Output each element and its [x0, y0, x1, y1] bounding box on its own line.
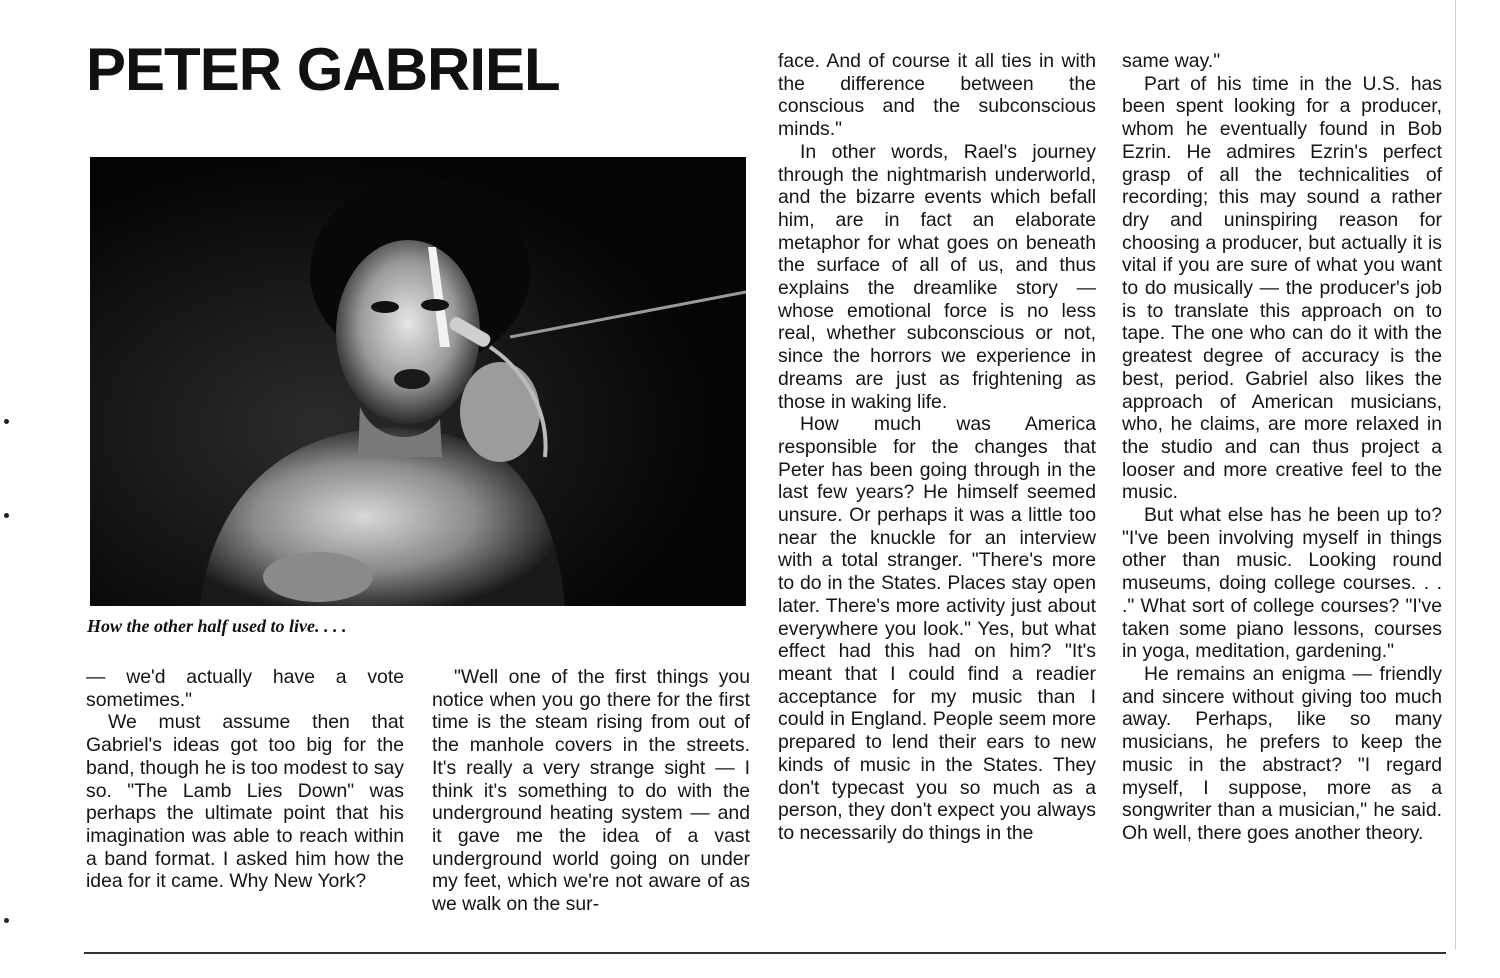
- margin-dot: [4, 419, 9, 424]
- margin-dot: [4, 918, 9, 923]
- paragraph: face. And of course it all ties in with the difference between the conscious and the subconscious minds.": [778, 50, 1096, 141]
- bottom-rule: [84, 952, 1446, 954]
- article-column-1: [86, 666, 404, 893]
- article-column-3: [778, 50, 1096, 845]
- singer-with-microphone-image: [90, 157, 746, 606]
- page-edge-line: [1455, 0, 1456, 950]
- paragraph: Part of his time in the U.S. has been spent looking for a producer, whom he eventually found in Bob Ezrin. He admires Ezrin's perfect grasp of all the technicalities of recording; this may sound a rather dry and uninspiring reason for choosing a producer, but actually it is vital if you are sure of what you want to do musically — the producer's job is to translate this approach on to tape. The one who can do it with the greatest degree of accuracy is the best, period. Gabriel also likes the approach of American musicians, who, he claims, are more relaxed in the studio and can thus project a looser and more creative feel to the music.: [1122, 72, 1442, 504]
- paragraph: We must assume then that Gabriel's ideas got too big for the band, though he is too modest to say so. "The Lamb Lies Down" was perhaps the ultimate point that his imagination was able to reach within a band format. I asked him how the idea for it came. Why New York?: [86, 711, 405, 893]
- paragraph: same way.": [1122, 50, 1221, 72]
- paragraph: He remains an enigma — friendly and sincere without giving too much away. Perhaps, like so many musicians, he prefers to keep the music in the abstract? "I regard myself, I suppose, more as a songwriter than a musician," he said. Oh well, there goes another theory.: [1122, 662, 1442, 844]
- photo-caption: How the other half used to live. . . .: [87, 616, 347, 636]
- margin-dot: [4, 513, 9, 518]
- article-column-2: [432, 666, 750, 916]
- article-title: PETER GABRIEL: [86, 36, 560, 103]
- paragraph: — we'd actually have a vote sometimes.": [86, 666, 404, 711]
- concert-photo: [90, 157, 746, 606]
- paragraph: In other words, Rael's journey through the nightmarish underworld, and the bizarre events which befall him, are in fact an elaborate metaphor for what goes on beneath the surface of all of us, and thus explains the dreamlike story — whose emotional force is no less real, whether subconscious or not, since the horrors we experience in dreams are just as frightening as those in waking life.: [778, 140, 1096, 413]
- paragraph: How much was America responsible for the changes that Peter has been going through in the last few years? He himself seemed unsure. Or perhaps it was a little too near the knuckle for an interview with a total stranger. "There's more to do in the States. Places stay open later. There's more activity just about everywhere you look." Yes, but what effect had this had on him? "It's meant that I could find a readier acceptance for my music than I could in England. People seem more prepared to lend their ears to new kinds of music in the States. They don't typecast you so much as a person, they don't expect you always to necessarily do things in the: [778, 413, 1096, 844]
- article-column-4: [1122, 50, 1442, 845]
- paragraph: But what else has he been up to? "I've been involving myself in things other than music. Looking round museums, doing college courses. . . ." What sort of college courses? "I've taken some piano lessons, courses in yoga, meditation, gardening.": [1122, 504, 1442, 663]
- paragraph: "Well one of the first things you notice when you go there for the first time is the steam rising from out of the manhole covers in the streets. It's really a very strange sight — I think it's something to do with the underground heating system — and it gave me the idea of a vast underground world going on under my feet, which we're not aware of as we walk on the sur-: [432, 666, 750, 916]
